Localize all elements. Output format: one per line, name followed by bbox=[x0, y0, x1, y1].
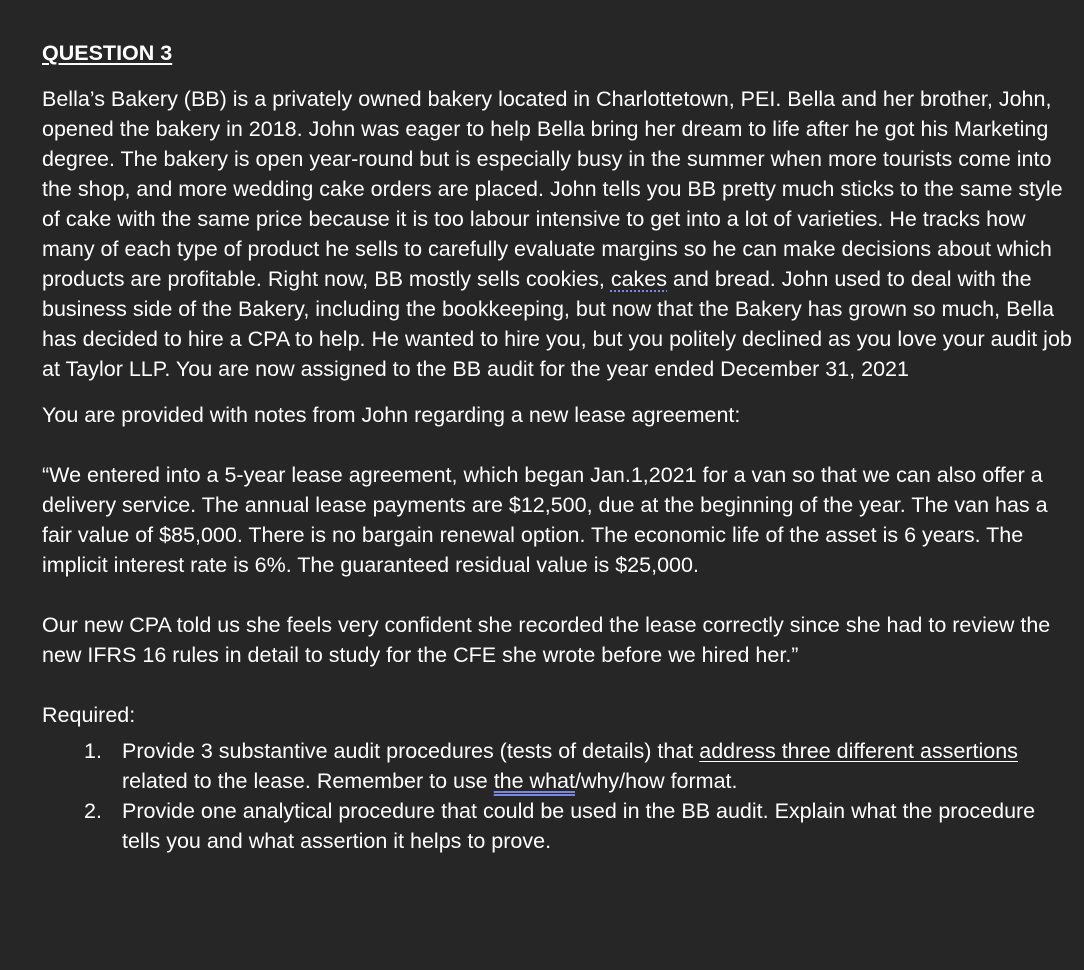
intro-text-part1: Bella’s Bakery (BB) is a privately owned bakery located in Charlottetown, PEI. Bella and her brother, John, opened the bakery in 2018. John was eager to help Bella bring her dream to life after he got his Marketing degree. The bakery is open year-round but is especially busy in the summer when more tourists come into the shop, and more wedding cake orders are placed. John tells you BB pretty much sticks to the same style of cake with the same price because it is too labour intensive to get into a lot of varieties. He tracks how many of each type of product he sells to carefully evaluate margins so he can make decisions about which products are profitable. Right now, BB mostly sells cookies, bbox=[42, 87, 1063, 291]
question-heading: QUESTION 3 bbox=[42, 41, 173, 65]
intro-paragraph bbox=[42, 84, 1072, 384]
requirement-item-2 bbox=[84, 796, 1072, 856]
requirement-number: 1. bbox=[84, 739, 102, 763]
requirement-text-middle: related to the lease. Remember to use bbox=[122, 769, 494, 793]
document-body bbox=[42, 38, 1072, 856]
requirement-number: 2. bbox=[84, 799, 102, 823]
lease-notes-paragraph-2: Our new CPA told us she feels very confident she recorded the lease correctly since she had to review the new IFRS 16 rules in detail to study for the CFE she wrote before we hired her.” bbox=[42, 613, 1051, 667]
requirement-text-before: Provide 3 substantive audit procedures (tests of details) that bbox=[122, 739, 700, 763]
requirements-list bbox=[42, 736, 1072, 856]
required-label: Required: bbox=[42, 703, 136, 727]
requirement-item-1 bbox=[84, 736, 1072, 796]
grammar-flagged-phrase[interactable]: the what bbox=[493, 769, 575, 793]
spellcheck-flagged-word[interactable]: cakes bbox=[610, 267, 667, 291]
notes-intro-paragraph: You are provided with notes from John regarding a new lease agreement: bbox=[42, 403, 741, 427]
requirement-text-after: /why/how format. bbox=[574, 769, 738, 793]
intro-text-part2: and bread. John used to deal with the business side of the Bakery, including the bookkeeping, but now that the Bakery has grown so much, Bella has decided to hire a CPA to help. He wanted to hire you, but you politely declined as you love your audit job at Taylor LLP. You are now assigned to the BB audit for the year ended December 31, 2021 bbox=[42, 267, 1072, 381]
requirement-text: Provide one analytical procedure that could be used in the BB audit. Explain what the procedure tells you and what assertion it helps to prove. bbox=[122, 799, 1036, 853]
lease-notes-paragraph-1: “We entered into a 5-year lease agreement, which began Jan.1,2021 for a van so that we can also offer a delivery service. The annual lease payments are $12,500, due at the beginning of the year. The van has a fair value of $85,000. There is no bargain renewal option. The economic life of the asset is 6 years. The implicit interest rate is 6%. The guaranteed residual value is $25,000. bbox=[42, 463, 1048, 577]
requirement-underlined-text: address three different assertions bbox=[699, 739, 1018, 763]
